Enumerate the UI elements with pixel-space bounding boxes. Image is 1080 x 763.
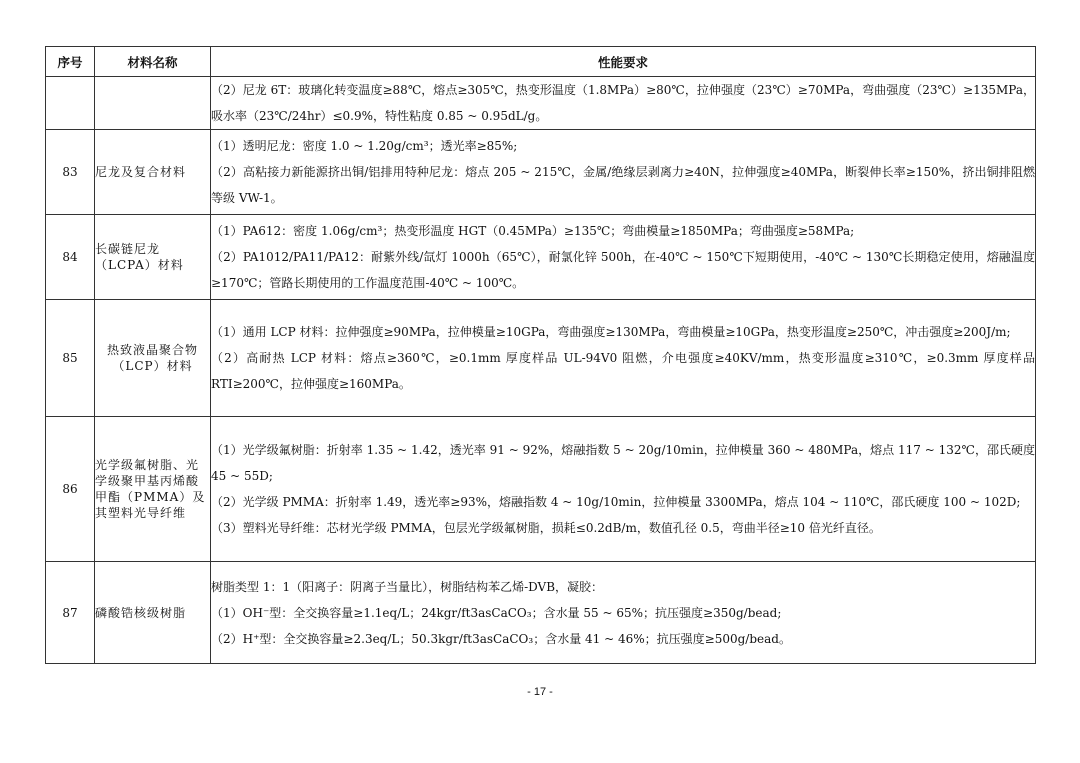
page-number: - 17 - bbox=[527, 686, 553, 698]
row-requirement bbox=[211, 215, 1036, 300]
requirement-line: （2）高耐热 LCP 材料：熔点≥360℃，≥0.1mm 厚度样品 UL-94V0 阻燃，介电强度≥40KV/mm，热变形温度≥310℃，≥0.3mm 厚度样品 RTI≥200℃，拉伸强度≥160MPa。 bbox=[211, 351, 1035, 391]
table-row bbox=[46, 300, 1036, 417]
row-index: 83 bbox=[46, 130, 95, 215]
requirement-line: （2）尼龙 6T：玻璃化转变温度≥88℃，熔点≥305℃，热变形温度（1.8MPa）≥80℃，拉伸强度（23℃）≥70MPa，弯曲强度（23℃）≥135MPa，吸水率（23℃/24hr）≤0.9%，特性粘度 0.85 ~ 0.95dL/g。 bbox=[211, 83, 1035, 123]
header-requirement: 性能要求 bbox=[211, 47, 1036, 77]
requirement-line: （2）光学级 PMMA：折射率 1.49，透光率≥93%，熔融指数 4 ~ 10g/10min，拉伸模量 3300MPa，熔点 104 ~ 110℃，邵氏硬度 100 ~ 102D; bbox=[211, 495, 1021, 509]
row-material: 尼龙及复合材料 bbox=[95, 130, 211, 215]
row-material: 长碳链尼龙（LCPA）材料 bbox=[95, 215, 211, 300]
requirement-line: （2）高粘接力新能源挤出铜/铝排用特种尼龙：熔点 205 ~ 215℃，金属/绝缘层剥离力≥40N，拉伸强度≥40MPa，断裂伸长率≥150%，挤出铜排阻燃等级 VW-1。 bbox=[211, 165, 1035, 205]
row-requirement bbox=[211, 417, 1036, 562]
header-index: 序号 bbox=[46, 47, 95, 77]
table-row bbox=[46, 215, 1036, 300]
row-material bbox=[95, 77, 211, 130]
requirement-line: 树脂类型 1：1（阳离子：阴离子当量比），树脂结构苯乙烯-DVB，凝胶： bbox=[211, 579, 604, 594]
row-index: 85 bbox=[46, 300, 95, 417]
requirement-line: （2）H⁺型：全交换容量≥2.3eq/L；50.3kgr/ft3asCaCO₃；含水量 41 ~ 46%；抗压强度≥500g/bead。 bbox=[211, 631, 791, 646]
requirement-line: （1）通用 LCP 材料：拉伸强度≥90MPa，拉伸模量≥10GPa，弯曲强度≥130MPa，弯曲模量≥10GPa，热变形温度≥250℃，冲击强度≥200J/m; bbox=[211, 325, 1011, 339]
row-material: 磷酸锆核级树脂 bbox=[95, 562, 211, 664]
header-row bbox=[46, 47, 1036, 77]
header-material: 材料名称 bbox=[95, 47, 211, 77]
requirement-line: （2）PA1012/PA11/PA12：耐紫外线/氙灯 1000h（65℃），耐氯化锌 500h，在-40℃ ~ 150℃下短期使用，-40℃ ~ 130℃长期稳定使用，熔融温度≥170℃；管路长期使用的工作温度范围-40℃ ~ 100℃。 bbox=[211, 250, 1035, 290]
requirement-line: （1）OH⁻型：全交换容量≥1.1eq/L；24kgr/ft3asCaCO₃；含水量 55 ~ 65%；抗压强度≥350g/bead; bbox=[211, 605, 782, 620]
table-row bbox=[46, 130, 1036, 215]
requirement-line: （3）塑料光导纤维：芯材光学级 PMMA，包层光学级氟树脂，损耗≤0.2dB/m，数值孔径 0.5，弯曲半径≥10 倍光纤直径。 bbox=[211, 521, 881, 535]
row-index: 87 bbox=[46, 562, 95, 664]
requirement-line: （1）透明尼龙：密度 1.0 ~ 1.20g/cm³；透光率≥85%; bbox=[211, 139, 518, 153]
row-material: 热致液晶聚合物（LCP）材料 bbox=[95, 300, 211, 417]
row-requirement bbox=[211, 77, 1036, 130]
spec-table bbox=[45, 46, 1036, 664]
row-index: 84 bbox=[46, 215, 95, 300]
row-material: 光学级氟树脂、光学级聚甲基丙烯酸甲酯（PMMA）及其塑料光导纤维 bbox=[95, 417, 211, 562]
table-row bbox=[46, 562, 1036, 664]
row-requirement bbox=[211, 562, 1036, 664]
table-row bbox=[46, 417, 1036, 562]
row-requirement bbox=[211, 130, 1036, 215]
table-row bbox=[46, 77, 1036, 130]
row-requirement bbox=[211, 300, 1036, 417]
requirement-line: （1）PA612：密度 1.06g/cm³；热变形温度 HGT（0.45MPa）≥135℃；弯曲模量≥1850MPa；弯曲强度≥58MPa; bbox=[211, 224, 855, 238]
row-index: 86 bbox=[46, 417, 95, 562]
row-index bbox=[46, 77, 95, 130]
requirement-line: （1）光学级氟树脂：折射率 1.35 ~ 1.42，透光率 91 ~ 92%，熔融指数 5 ~ 20g/10min，拉伸模量 360 ~ 480MPa，熔点 117 ~ 132℃，邵氏硬度 45 ~ 55D; bbox=[211, 443, 1035, 483]
